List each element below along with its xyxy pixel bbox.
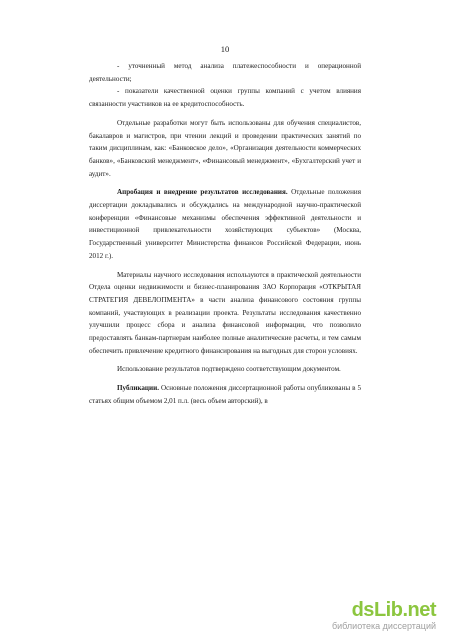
paragraph-text: Использование результатов подтверждено соответствующим документом.	[117, 365, 341, 374]
section-heading-publications: Публикации.	[117, 384, 159, 393]
paragraph-text: Материалы научного исследования используются в практической деятельности Отдела оценки недвижимости и бизнес-планирования ЗАО Корпорация «ОТКРЫТАЯ СТРАТЕГИЯ ДЕВЕЛОПМЕНТА» в части анализа финансового состояния группы компаний, участвующих в реализации проекта. Результаты исследования качественно улучшили процесс сбора и анализа финансовой информации, что позволило предоставлять банкам-партнерам наиболее полные аналитические расчеты, и тем самым обеспечить привлечение кредитного финансирования на выгодных для сторон условиях.	[89, 270, 361, 355]
dslib-watermark	[326, 600, 436, 631]
paragraph-implementation	[89, 269, 361, 358]
watermark-caption: библиотека диссертаций	[331, 621, 436, 631]
logo-ds: ds	[351, 599, 374, 621]
paragraph-text: Отдельные разработки могут быть использованы для обучения специалистов, бакалавров и магистров, при чтении лекций и проведении практических занятий по таким дисциплинам, как: «Банковское дело», «Организация деятельности коммерческих банков», «Банковский менеджмент», «Финансовый менеджмент», «Бухгалтерский учет и аудит».	[89, 118, 361, 178]
paragraph-text: - показатели качественной оценки группы компаний с учетом влияния связанности участников на ее кредитоспособность.	[89, 87, 361, 109]
paragraph-text: Отдельные положения диссертации докладывались и обсуждались на международной научно-практической конференции «Финансовые механизмы обеспечения эффективной деятельности и инвестиционной привлекательности хозяйствующих субъектов» (Москва, Государственный университет Министерства финансов Российской Федерации, июнь 2012 г.).	[89, 188, 361, 260]
page-number: 10	[220, 44, 230, 54]
paragraph-publications	[89, 382, 361, 407]
document-body	[89, 60, 361, 408]
paragraph-text: Основные положения диссертационной работы опубликованы в 5 статьях общим объемом 2,01 п.л. (весь объем авторский), в	[89, 384, 361, 405]
paragraph-confirmation	[89, 363, 361, 376]
paragraph-practical-use	[89, 117, 361, 181]
logo-lib: Lib	[373, 599, 403, 621]
dslib-logo	[326, 600, 436, 620]
logo-net: .net	[402, 599, 436, 621]
paragraph-approbation	[89, 186, 361, 262]
paragraph-result-method	[89, 60, 361, 85]
paragraph-text: - уточненный метод анализа платежеспособности и операционной деятельности;	[89, 62, 361, 83]
section-heading-approbation: Апробация и внедрение результатов исследования.	[117, 188, 288, 197]
paragraph-result-indicators	[89, 85, 361, 110]
